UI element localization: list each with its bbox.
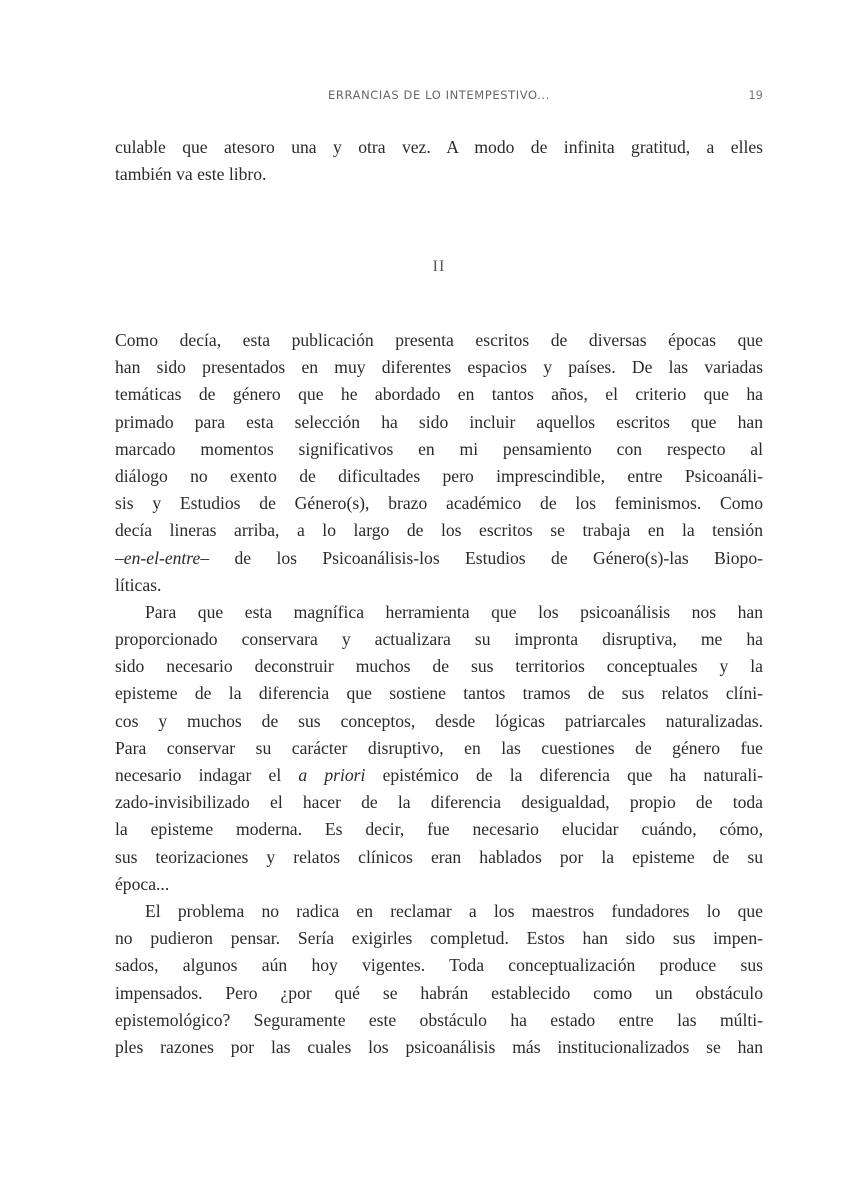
text-line: han sido presentados en muy diferentes espacios y países. De las variadas — [115, 357, 763, 378]
text-line — [115, 762, 763, 789]
text-line: Para que esta magnífica herramienta que los psicoanálisis nos han — [145, 601, 763, 622]
section-number: II — [432, 258, 446, 275]
text-line: culable que atesoro una y otra vez. A modo de infinita gratitud, a elles — [115, 137, 763, 157]
page-number: 19 — [748, 88, 763, 102]
text-line: episteme de la diferencia que sostiene tantos tramos de sus relatos clíni- — [115, 683, 763, 704]
italic-term: –en-el-entre– — [115, 547, 210, 568]
text-span: de los Psicoanálisis-los Estudios de Género(s)-las Biopo- — [209, 547, 763, 568]
paragraph-2 — [115, 599, 763, 898]
text-span: epistémico de la diferencia que ha naturali- — [365, 765, 763, 785]
text-span: necesario indagar el — [115, 765, 299, 785]
paragraph-3 — [115, 898, 763, 1061]
running-title: ERRANCIAS DE LO INTEMPESTIVO... — [328, 88, 550, 102]
text-line: no pudieron pensar. Sería exigirles completud. Estos han sido sus impen- — [115, 928, 763, 949]
text-line: sados, algunos aún hoy vigentes. Toda conceptualización produce sus — [115, 955, 763, 976]
text-line — [115, 545, 763, 572]
text-line: Como decía, esta publicación presenta escritos de diversas épocas que — [115, 330, 763, 350]
text-line: líticas. — [115, 574, 162, 595]
text-line: época... — [115, 873, 170, 894]
text-line: cos y muchos de sus conceptos, desde lógicas patriarcales naturalizadas. — [115, 710, 763, 731]
text-line: también va este libro. — [115, 164, 267, 185]
text-line: primado para esta selección ha sido incluir aquellos escritos que han — [115, 411, 763, 432]
text-line: sis y Estudios de Género(s), brazo académico de los feminismos. Como — [115, 493, 763, 514]
body-text — [115, 327, 763, 1061]
text-line: impensados. Pero ¿por qué se habrán establecido como un obstáculo — [115, 982, 763, 1003]
text-line: epistemológico? Seguramente este obstáculo ha estado entre las múlti- — [115, 1009, 763, 1030]
text-line: la episteme moderna. Es decir, fue necesario elucidar cuándo, cómo, — [115, 819, 763, 840]
text-line: sido necesario deconstruir muchos de sus territorios conceptuales y la — [115, 656, 763, 677]
running-header — [115, 88, 763, 108]
text-line: decía lineras arriba, a lo largo de los escritos se trabaja en la tensión — [115, 520, 763, 541]
text-line: zado-invisibilizado el hacer de la diferencia desigualdad, propio de toda — [115, 792, 763, 813]
paragraph-1 — [115, 327, 763, 599]
text-line: Para conservar su carácter disruptivo, en las cuestiones de género fue — [115, 737, 763, 758]
text-line: ples razones por las cuales los psicoanálisis más institucionalizados se han — [115, 1036, 763, 1057]
text-line: diálogo no exento de dificultades pero imprescindible, entre Psicoanáli- — [115, 465, 763, 486]
text-line: sus teorizaciones y relatos clínicos eran hablados por la episteme de su — [115, 846, 763, 867]
italic-term: a priori — [298, 765, 366, 785]
text-line: marcado momentos significativos en mi pensamiento con respecto al — [115, 438, 763, 459]
text-line: temáticas de género que he abordado en tantos años, el criterio que ha — [115, 384, 763, 405]
intro-paragraph — [115, 134, 763, 188]
text-line: proporcionado conservara y actualizara su impronta disruptiva, me ha — [115, 629, 763, 650]
text-line: El problema no radica en reclamar a los maestros fundadores lo que — [145, 900, 763, 921]
